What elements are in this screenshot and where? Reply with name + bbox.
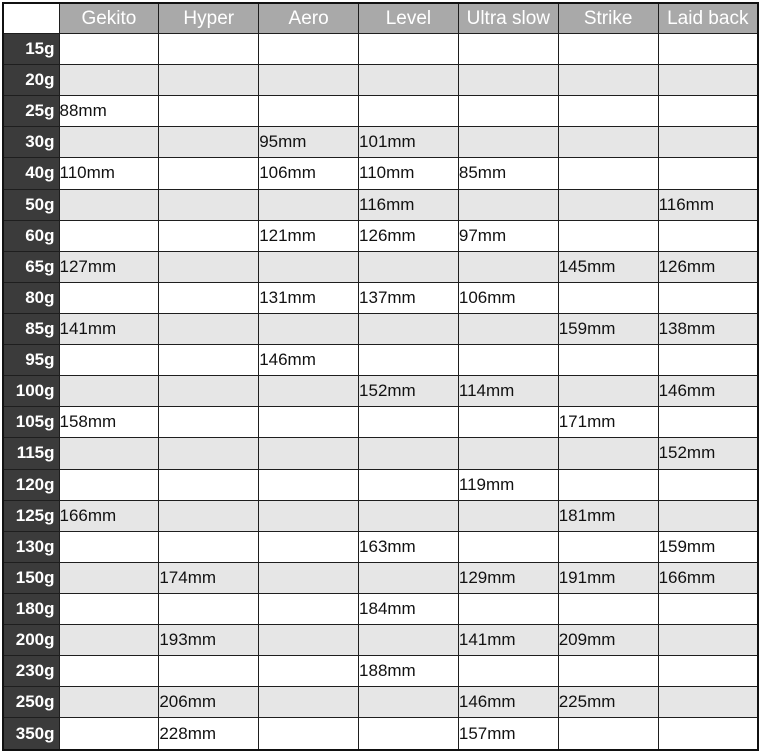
table-cell: 209mm [558, 625, 658, 656]
table-cell: 114mm [458, 376, 558, 407]
table-cell [59, 376, 159, 407]
table-cell [59, 469, 159, 500]
table-cell [658, 625, 758, 656]
table-cell [259, 562, 359, 593]
row-label: 230g [3, 656, 59, 687]
table-cell [159, 531, 259, 562]
table-cell [658, 593, 758, 624]
table-row [3, 407, 758, 438]
table-cell [259, 189, 359, 220]
table-cell [658, 96, 758, 127]
table-row [3, 189, 758, 220]
row-label: 80g [3, 282, 59, 313]
table-cell [658, 220, 758, 251]
table-cell [458, 500, 558, 531]
table-cell [458, 65, 558, 96]
table-cell [259, 96, 359, 127]
table-cell [359, 625, 459, 656]
table-row [3, 376, 758, 407]
table-cell: 206mm [159, 687, 259, 718]
table-cell [59, 189, 159, 220]
table-cell: 85mm [458, 158, 558, 189]
table-row [3, 127, 758, 158]
table-row [3, 34, 758, 65]
table-cell [658, 127, 758, 158]
table-row [3, 251, 758, 282]
table-cell [59, 593, 159, 624]
row-label: 150g [3, 562, 59, 593]
row-label: 85g [3, 313, 59, 344]
table-cell [159, 407, 259, 438]
table-cell [159, 469, 259, 500]
column-header: Hyper [159, 3, 259, 34]
table-cell [159, 96, 259, 127]
row-label: 105g [3, 407, 59, 438]
table-cell: 106mm [259, 158, 359, 189]
table-cell [159, 282, 259, 313]
table-cell [558, 220, 658, 251]
column-header: Strike [558, 3, 658, 34]
table-row [3, 65, 758, 96]
row-label: 115g [3, 438, 59, 469]
table-cell [658, 158, 758, 189]
table-cell [558, 189, 658, 220]
table-cell [458, 34, 558, 65]
table-row [3, 438, 758, 469]
table-cell [259, 313, 359, 344]
table-cell [359, 438, 459, 469]
table-cell [159, 500, 259, 531]
table-cell: 152mm [359, 376, 459, 407]
table-cell [458, 438, 558, 469]
table-cell: 129mm [458, 562, 558, 593]
table-row [3, 96, 758, 127]
table-cell: 171mm [558, 407, 658, 438]
table-cell [558, 593, 658, 624]
table-row [3, 345, 758, 376]
table-cell: 101mm [359, 127, 459, 158]
table-row [3, 718, 758, 750]
table-cell: 166mm [658, 562, 758, 593]
table-cell [558, 34, 658, 65]
table-cell [359, 96, 459, 127]
table-cell [59, 656, 159, 687]
table-cell: 166mm [59, 500, 159, 531]
table-cell [359, 313, 459, 344]
row-label: 20g [3, 65, 59, 96]
row-label: 15g [3, 34, 59, 65]
table-row [3, 625, 758, 656]
table-row [3, 500, 758, 531]
table-cell [458, 127, 558, 158]
table-cell: 159mm [658, 531, 758, 562]
table-cell [59, 438, 159, 469]
table-cell [159, 438, 259, 469]
table-cell [59, 531, 159, 562]
table-cell [359, 469, 459, 500]
table-cell [458, 593, 558, 624]
table-cell: 126mm [359, 220, 459, 251]
table-cell: 88mm [59, 96, 159, 127]
table-cell [159, 65, 259, 96]
table-cell [558, 469, 658, 500]
table-cell: 137mm [359, 282, 459, 313]
table-cell [658, 687, 758, 718]
table-cell [59, 718, 159, 750]
table-cell [359, 251, 459, 282]
table-cell [259, 65, 359, 96]
table-cell [159, 376, 259, 407]
table-cell [558, 718, 658, 750]
table-cell [59, 220, 159, 251]
table-cell: 138mm [658, 313, 758, 344]
row-label: 130g [3, 531, 59, 562]
table-cell: 141mm [458, 625, 558, 656]
table-cell [658, 65, 758, 96]
table-cell [658, 469, 758, 500]
table-row [3, 562, 758, 593]
table-cell [159, 251, 259, 282]
table-cell: 146mm [259, 345, 359, 376]
table-cell [59, 687, 159, 718]
table-cell [259, 531, 359, 562]
table-cell [359, 718, 459, 750]
row-label: 180g [3, 593, 59, 624]
table-cell: 174mm [159, 562, 259, 593]
table-cell [259, 593, 359, 624]
table-cell [259, 407, 359, 438]
table-cell [558, 127, 658, 158]
table-cell: 188mm [359, 656, 459, 687]
table-body [3, 34, 758, 751]
table-cell: 158mm [59, 407, 159, 438]
table-cell [59, 34, 159, 65]
table-cell [259, 34, 359, 65]
table-cell: 97mm [458, 220, 558, 251]
table-cell [458, 313, 558, 344]
table-cell [359, 65, 459, 96]
row-label: 50g [3, 189, 59, 220]
table-cell: 146mm [658, 376, 758, 407]
table-cell [359, 562, 459, 593]
table-cell [658, 282, 758, 313]
table-cell [658, 500, 758, 531]
table-cell: 228mm [159, 718, 259, 750]
table-cell: 116mm [359, 189, 459, 220]
table-cell [359, 34, 459, 65]
table-row [3, 158, 758, 189]
table-cell [458, 407, 558, 438]
table-cell [259, 656, 359, 687]
table-cell [558, 438, 658, 469]
table-cell [558, 65, 658, 96]
table-cell: 119mm [458, 469, 558, 500]
table-cell [558, 282, 658, 313]
table-cell [59, 345, 159, 376]
table-cell: 184mm [359, 593, 459, 624]
table-cell [658, 656, 758, 687]
table-cell [259, 687, 359, 718]
table-row [3, 469, 758, 500]
row-label: 125g [3, 500, 59, 531]
table-cell: 191mm [558, 562, 658, 593]
row-label: 40g [3, 158, 59, 189]
table-cell: 106mm [458, 282, 558, 313]
column-header: Aero [259, 3, 359, 34]
table-cell [259, 438, 359, 469]
table-cell [159, 34, 259, 65]
table-cell [658, 718, 758, 750]
table-row [3, 313, 758, 344]
row-label: 100g [3, 376, 59, 407]
row-label: 30g [3, 127, 59, 158]
table-cell [59, 625, 159, 656]
table-cell [359, 687, 459, 718]
row-label: 95g [3, 345, 59, 376]
table-cell: 181mm [558, 500, 658, 531]
table-cell: 141mm [59, 313, 159, 344]
table-cell [59, 127, 159, 158]
table-cell [558, 96, 658, 127]
table-cell [658, 34, 758, 65]
table-cell [458, 345, 558, 376]
table-cell [359, 345, 459, 376]
table-row [3, 656, 758, 687]
table-cell: 126mm [658, 251, 758, 282]
table-cell [259, 500, 359, 531]
table-cell: 159mm [558, 313, 658, 344]
column-header: Laid back [658, 3, 758, 34]
table-cell [558, 656, 658, 687]
header-row [3, 3, 758, 34]
table-cell [159, 220, 259, 251]
row-label: 200g [3, 625, 59, 656]
table-cell [159, 313, 259, 344]
corner-cell [3, 3, 59, 34]
table-cell: 193mm [159, 625, 259, 656]
table-cell: 116mm [658, 189, 758, 220]
weight-size-table [2, 2, 759, 751]
table-cell: 121mm [259, 220, 359, 251]
table-cell [59, 562, 159, 593]
table-cell: 145mm [558, 251, 658, 282]
table-cell [159, 189, 259, 220]
column-header: Ultra slow [458, 3, 558, 34]
table-cell: 131mm [259, 282, 359, 313]
table-cell [658, 407, 758, 438]
row-label: 120g [3, 469, 59, 500]
table-cell [458, 251, 558, 282]
table-cell: 110mm [359, 158, 459, 189]
table-cell [259, 469, 359, 500]
table-row [3, 687, 758, 718]
table-cell: 127mm [59, 251, 159, 282]
row-label: 65g [3, 251, 59, 282]
row-label: 350g [3, 718, 59, 750]
table-row [3, 282, 758, 313]
table-cell: 157mm [458, 718, 558, 750]
table-cell [59, 282, 159, 313]
table-cell: 152mm [658, 438, 758, 469]
table-cell [558, 158, 658, 189]
row-label: 250g [3, 687, 59, 718]
table-cell [159, 127, 259, 158]
table-cell [558, 531, 658, 562]
table-cell [159, 345, 259, 376]
table-cell [159, 656, 259, 687]
column-header: Level [359, 3, 459, 34]
table-cell [359, 407, 459, 438]
table-cell [159, 158, 259, 189]
table-cell [259, 718, 359, 750]
column-header: Gekito [59, 3, 159, 34]
table-cell: 163mm [359, 531, 459, 562]
table-cell [658, 345, 758, 376]
table-cell [558, 376, 658, 407]
table-cell: 110mm [59, 158, 159, 189]
table-row [3, 593, 758, 624]
table-cell [359, 500, 459, 531]
table-cell [458, 531, 558, 562]
row-label: 25g [3, 96, 59, 127]
table-cell [458, 189, 558, 220]
table-cell: 225mm [558, 687, 658, 718]
table-row [3, 220, 758, 251]
table-cell [458, 96, 558, 127]
table-cell [59, 65, 159, 96]
table-cell [159, 593, 259, 624]
table-cell [259, 625, 359, 656]
table-cell [259, 251, 359, 282]
table-cell: 146mm [458, 687, 558, 718]
table-row [3, 531, 758, 562]
table-cell [458, 656, 558, 687]
row-label: 60g [3, 220, 59, 251]
table-cell [558, 345, 658, 376]
table-cell [259, 376, 359, 407]
table-cell: 95mm [259, 127, 359, 158]
